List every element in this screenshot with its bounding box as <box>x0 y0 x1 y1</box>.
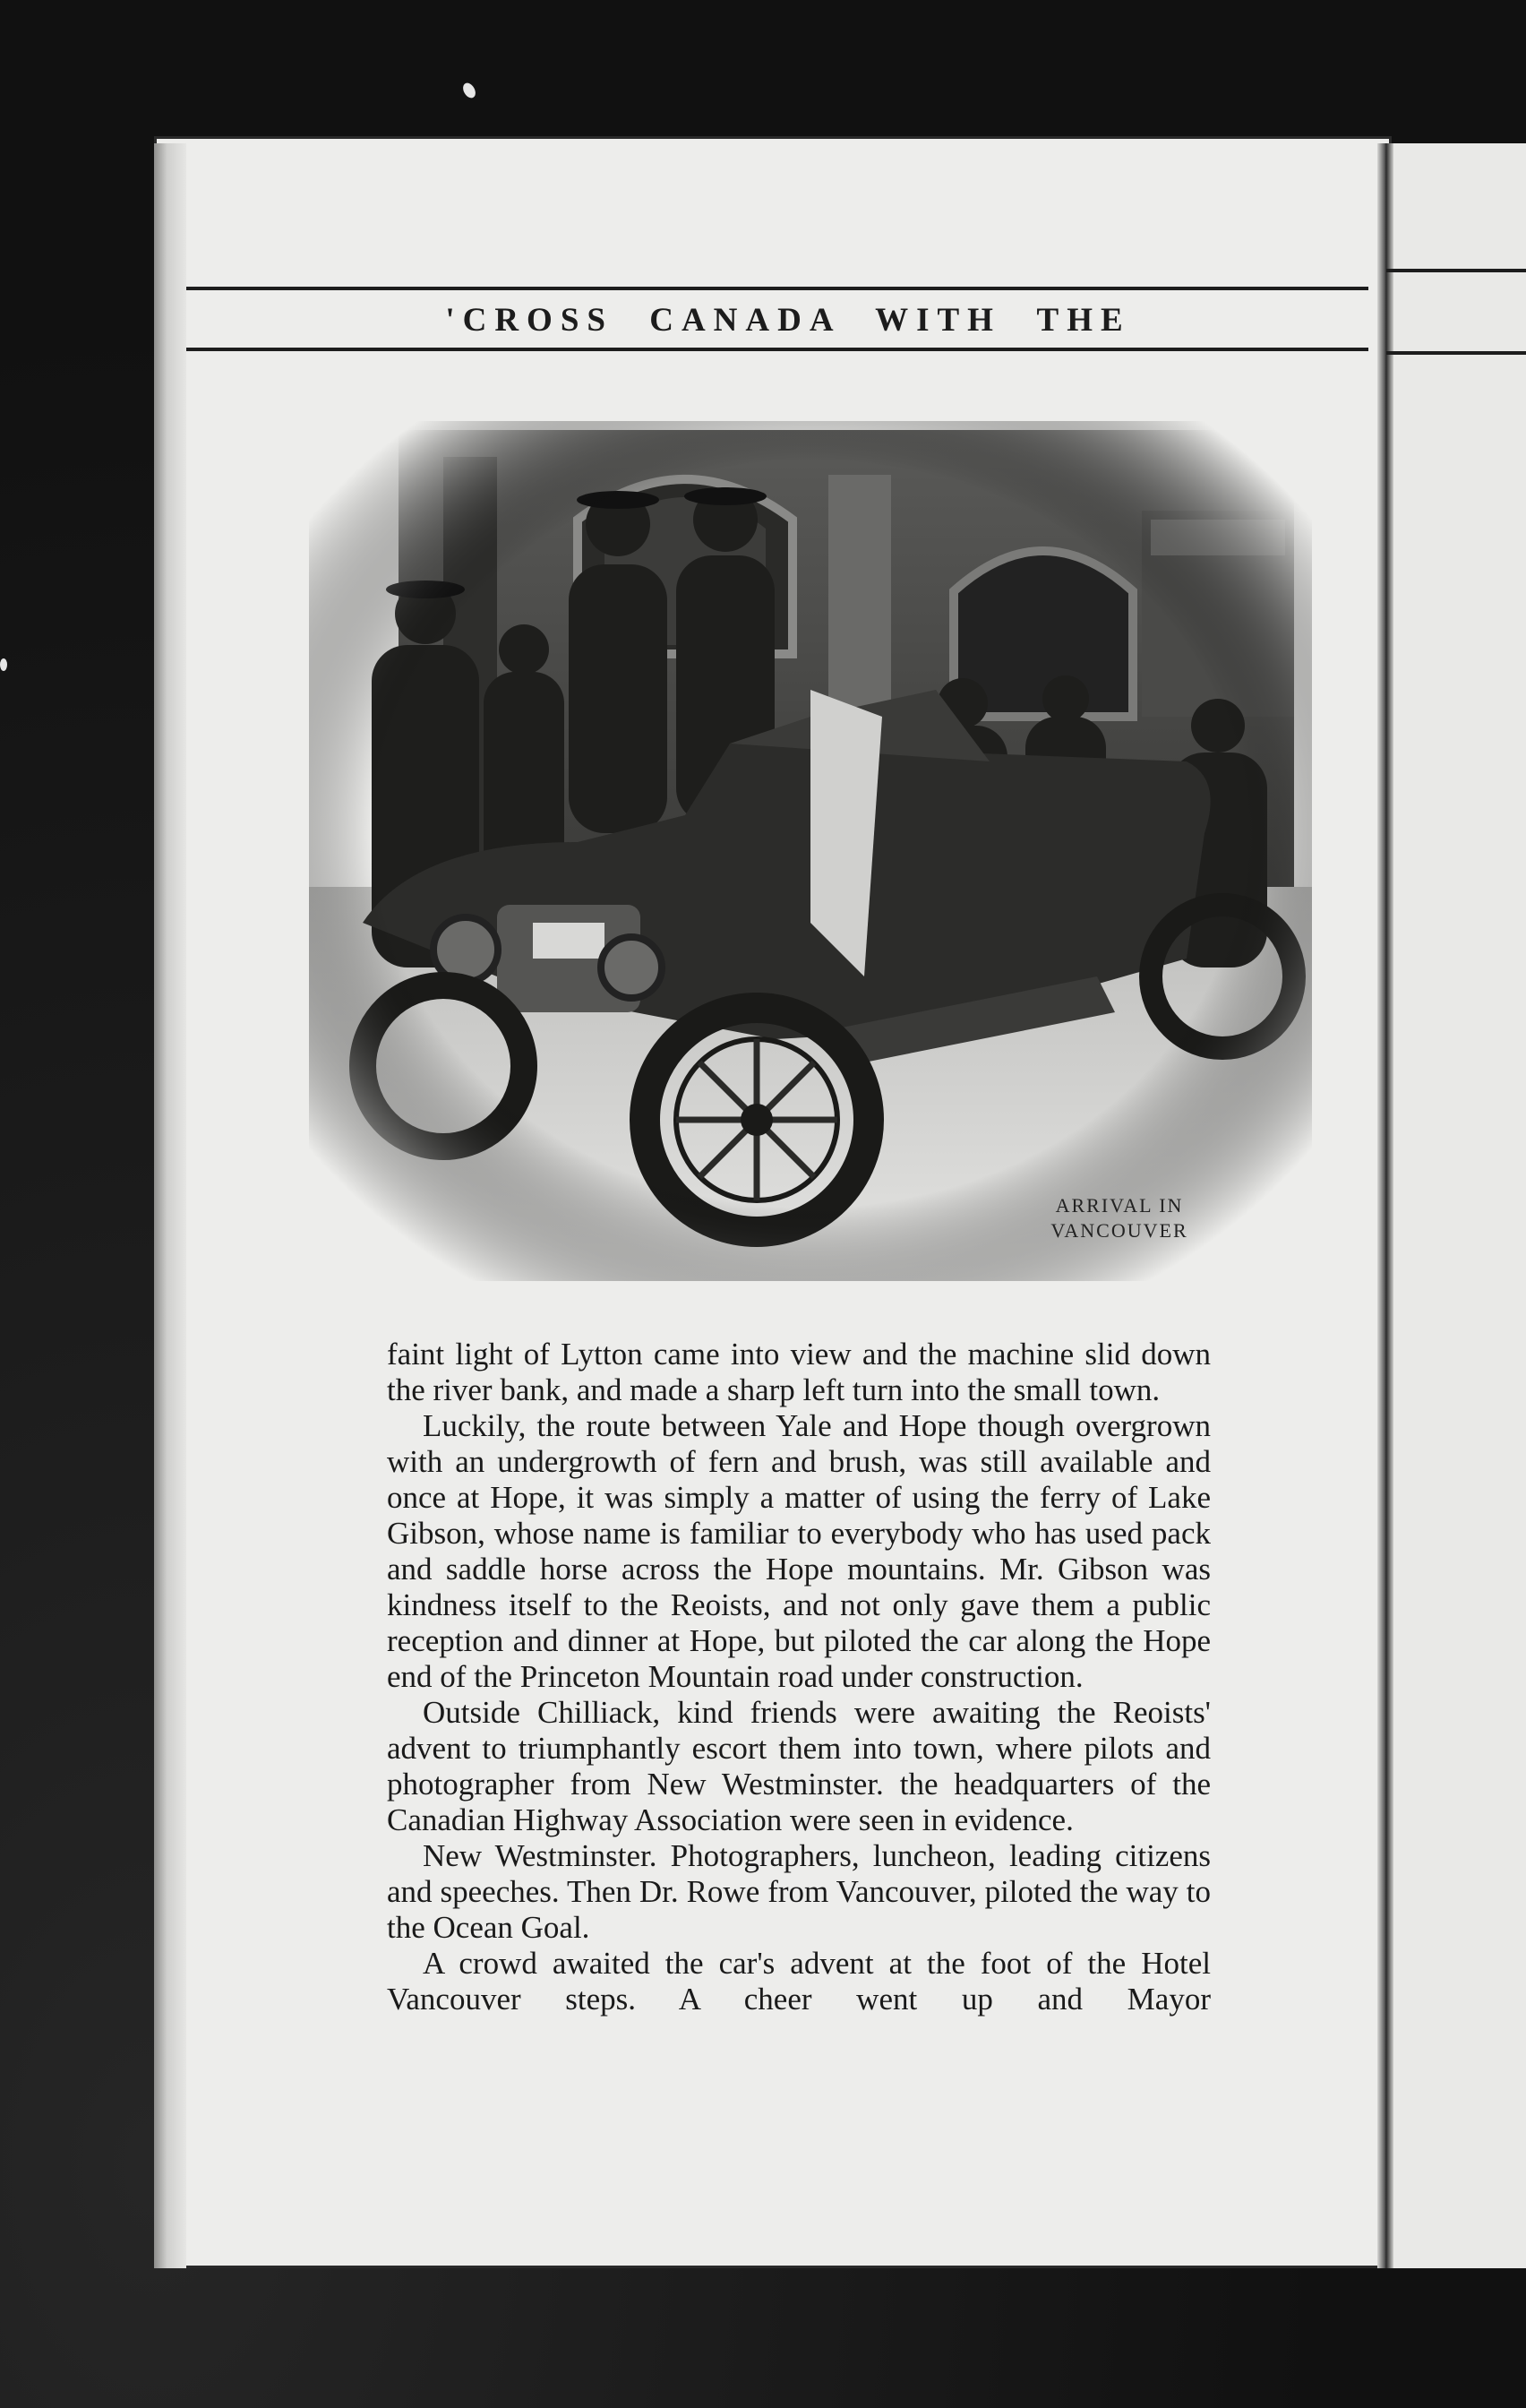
paragraph-2: Luckily, the route between Yale and Hope though overgrown with an undergrowth of fern and brush, was still available and once at Hope, it was simply a matter of using the ferry of Lake Gibson, whose name is familiar to everybody who has used pack and saddle horse across the Hope mountains. Mr. Gibson was kindness itself to the Reoists, and not only gave them a public reception and dinner at Hope, but piloted the car along the Hope end of the Princeton Mountain road under construction. <box>387 1408 1211 1694</box>
caption-line-1: ARRIVAL IN <box>1055 1194 1184 1217</box>
photo-caption <box>1012 1193 1227 1243</box>
caption-line-2: VANCOUVER <box>1050 1219 1188 1242</box>
photograph <box>309 421 1312 1281</box>
car-arrival-photo-image <box>309 421 1312 1281</box>
paragraph-4: New Westminster. Photographers, luncheon, leading citizens and speeches. Then Dr. Rowe from Vancouver, piloted the way to the Ocean Goal. <box>387 1838 1211 1945</box>
facing-page-edge <box>1393 143 1526 2268</box>
page-edge-shadow <box>154 143 186 2268</box>
body-text <box>387 1337 1211 2017</box>
book-gutter <box>1377 143 1393 2268</box>
scan-speck <box>0 658 7 671</box>
paragraph-5: A crowd awaited the car's advent at the foot of the Hotel Vancouver steps. A cheer went up and Mayor <box>387 1946 1211 2017</box>
facing-page-rule-bottom <box>1386 351 1526 355</box>
running-head: 'CROSS CANADA WITH THE <box>445 302 1131 339</box>
header-rule-bottom <box>186 348 1368 351</box>
facing-page-rule-top <box>1386 269 1526 272</box>
paragraph-3: Outside Chilliack, kind friends were awaiting the Reoists' advent to triumphantly escort them into town, where pilots and photographer from New Westminster. the headquarters of the Canadian Highway Association were seen in evidence. <box>387 1695 1211 1837</box>
header-rule-top <box>186 287 1368 290</box>
paragraph-1: faint light of Lytton came into view and the machine slid down the river bank, and made a sharp left turn into the small town. <box>387 1337 1211 1407</box>
